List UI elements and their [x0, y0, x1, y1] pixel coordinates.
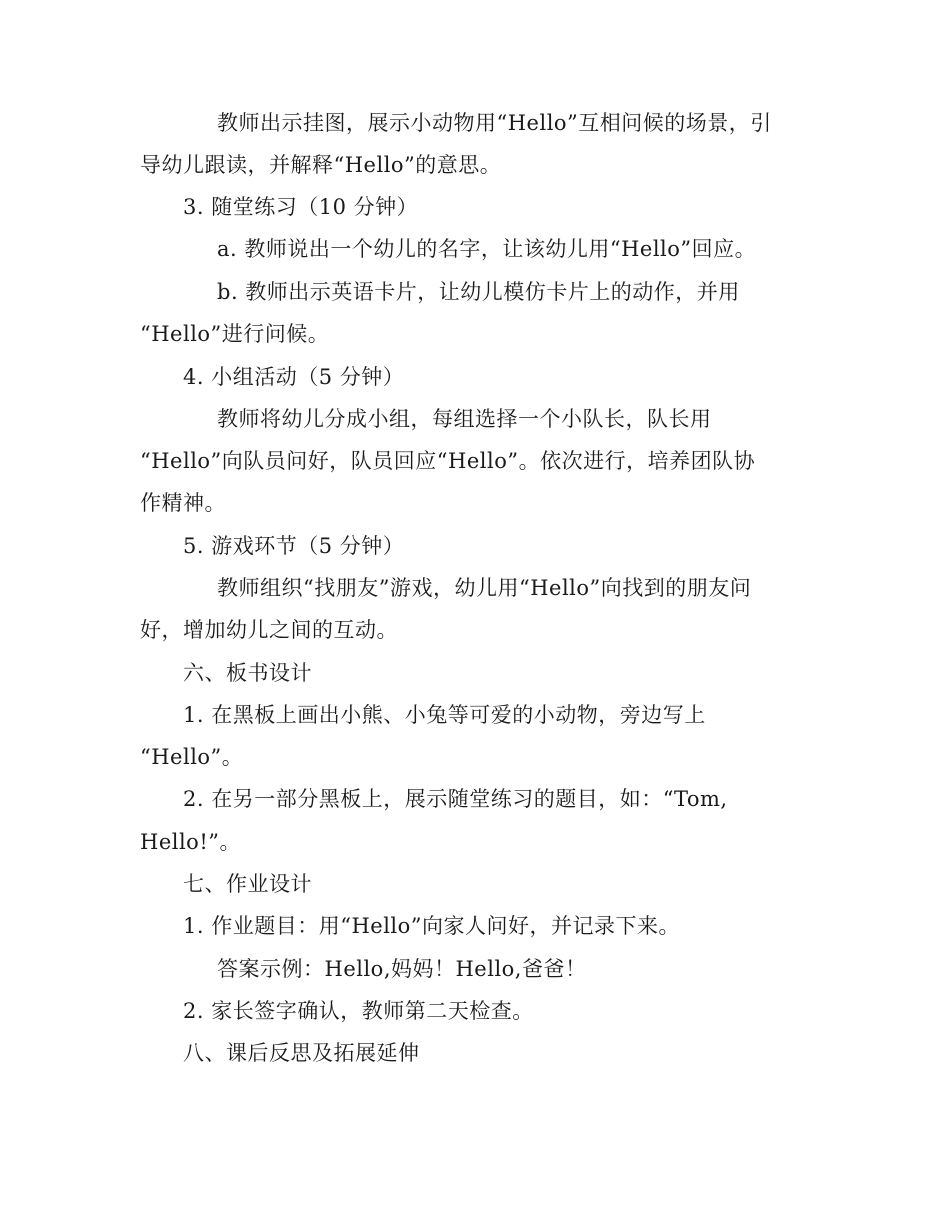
answer-example: 答案示例：Hello,妈妈！Hello,爸爸！	[217, 957, 587, 981]
list-item: b. 教师出示英语卡片，让幼儿模仿卡片上的动作，并用	[217, 280, 740, 304]
paragraph-line: 教师出示挂图，展示小动物用“Hello”互相问候的场景，引	[217, 111, 772, 135]
paragraph-line: 导幼儿跟读，并解释“Hello”的意思。	[140, 153, 502, 177]
list-item: 2. 在另一部分黑板上，展示随堂练习的题目，如：“Tom,	[183, 787, 728, 811]
paragraph-line: 教师将幼儿分成小组，每组选择一个小队长，队长用	[217, 407, 712, 431]
section-heading: 5. 游戏环节（5 分钟）	[183, 534, 405, 558]
paragraph-line: “Hello”。	[140, 745, 244, 769]
paragraph-line: Hello!”。	[140, 830, 241, 854]
paragraph-line: 作精神。	[140, 491, 226, 515]
list-item: 1. 在黑板上画出小熊、小兔等可爱的小动物，旁边写上	[183, 703, 706, 727]
chapter-heading: 六、板书设计	[183, 661, 312, 685]
chapter-heading: 七、作业设计	[183, 872, 312, 896]
list-item: 2. 家长签字确认，教师第二天检查。	[183, 999, 534, 1023]
list-item: 1. 作业题目：用“Hello”向家人问好，并记录下来。	[183, 914, 680, 938]
paragraph-line: “Hello”进行问候。	[140, 322, 330, 346]
chapter-heading: 八、课后反思及拓展延伸	[183, 1041, 420, 1065]
section-heading: 4. 小组活动（5 分钟）	[183, 365, 405, 389]
paragraph-line: “Hello”向队员问好，队员回应“Hello”。依次进行，培养团队协	[140, 449, 756, 473]
list-item: a. 教师说出一个幼儿的名字，让该幼儿用“Hello”回应。	[217, 237, 757, 261]
paragraph-line: 教师组织“找朋友”游戏，幼儿用“Hello”向找到的朋友问	[217, 576, 752, 600]
paragraph-line: 好，增加幼儿之间的互动。	[140, 618, 398, 642]
section-heading: 3. 随堂练习（10 分钟）	[183, 195, 419, 219]
